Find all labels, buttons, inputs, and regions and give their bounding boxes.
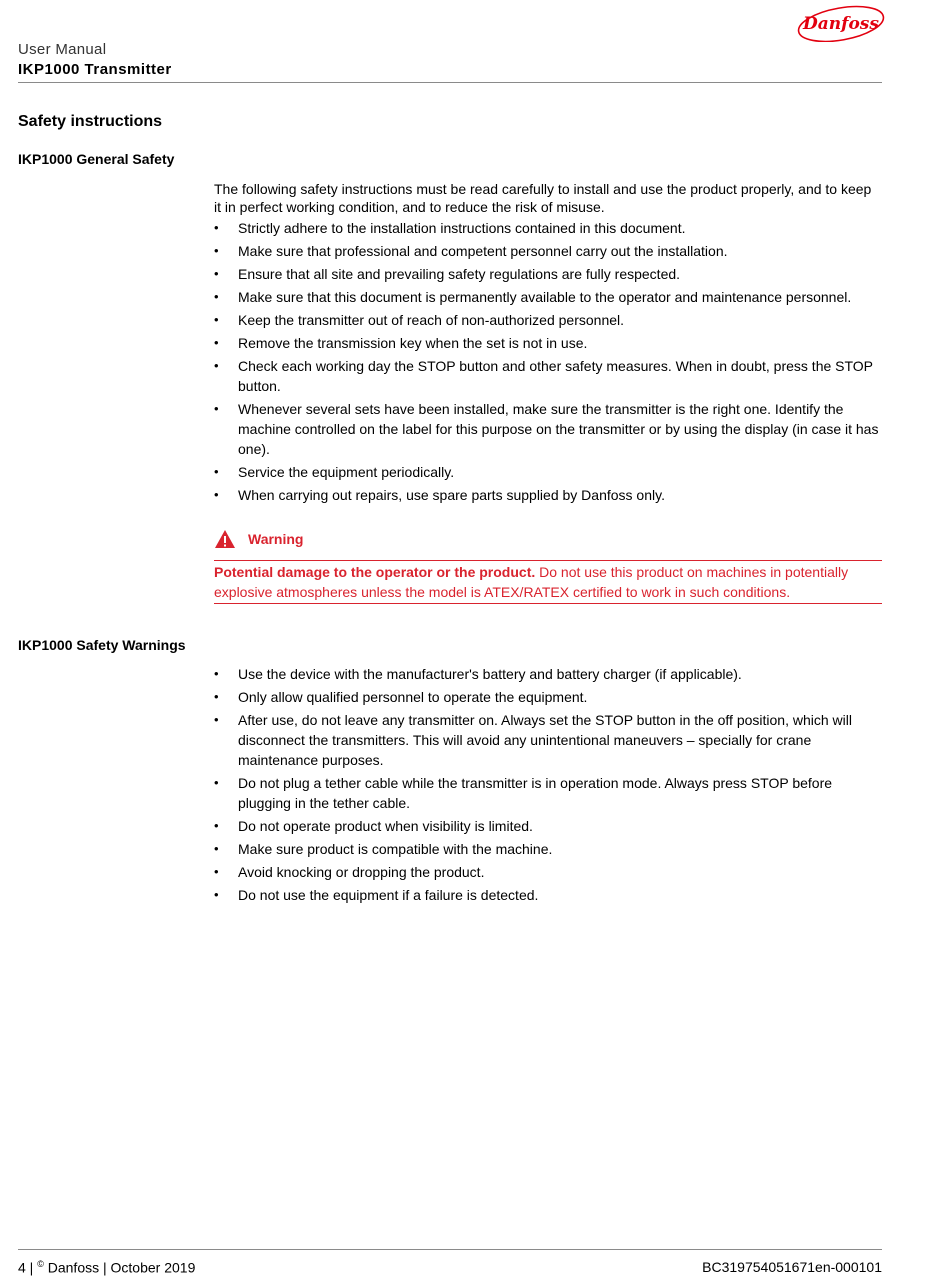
list-item: • When carrying out repairs, use spare parts supplied by Danfoss only. (214, 485, 882, 505)
list-item: • Whenever several sets have been installed, make sure the transmitter is the right one. Identify the machine controlled on the label for this purpose on the transmitter or by using the display (in case it has one). (214, 399, 882, 459)
warning-text (214, 562, 882, 602)
footer-left (18, 1259, 195, 1276)
list-item: • Ensure that all site and prevailing safety regulations are fully respected. (214, 264, 882, 284)
doc-type: User Manual (18, 41, 107, 58)
list-item: • Make sure that this document is permanently available to the operator and maintenance personnel. (214, 287, 882, 307)
footer-company-date: Danfoss | October 2019 (43, 1259, 196, 1276)
general-safety-heading: IKP1000 General Safety (18, 151, 175, 167)
logo-text: Danfoss (803, 14, 879, 34)
product-title: IKP1000 Transmitter (18, 61, 172, 78)
warning-label: Warning (248, 531, 304, 547)
list-item: • Do not plug a tether cable while the transmitter is in operation mode. Always press STOP before plugging in the tether cable. (214, 773, 882, 813)
warning-body: Do not use this product on machines in potentially explosive atmospheres unless the model is ATEX/RATEX certified to work in such conditions. (214, 564, 849, 600)
footer-sep: | (25, 1259, 38, 1276)
list-item: • Remove the transmission key when the set is not in use. (214, 333, 882, 353)
safety-warnings-heading: IKP1000 Safety Warnings (18, 637, 186, 653)
list-item: • Use the device with the manufacturer's battery and battery charger (if applicable). (214, 664, 882, 684)
list-item: • Do not operate product when visibility is limited. (214, 816, 882, 836)
list-item: • Keep the transmitter out of reach of non-authorized personnel. (214, 310, 882, 330)
section-title: Safety instructions (18, 113, 163, 130)
list-item: • Check each working day the STOP button and other safety measures. When in doubt, press the STOP button. (214, 356, 882, 396)
safety-warnings-list (214, 664, 882, 908)
list-item: • Make sure product is compatible with the machine. (214, 839, 882, 859)
list-item: • Do not use the equipment if a failure is detected. (214, 885, 882, 905)
warning-bottom-rule (214, 603, 882, 604)
general-safety-list (214, 218, 882, 508)
list-item: • After use, do not leave any transmitter on. Always set the STOP button in the off position, which will disconnect the transmitters. This will avoid any unintentional maneuvers – specially for crane maintenance purposes. (214, 710, 882, 770)
warning-header (214, 528, 303, 550)
document-code: BC319754051671en-000101 (702, 1259, 882, 1275)
copyright-mark: © (37, 1259, 44, 1269)
page-number: 4 (18, 1259, 26, 1276)
list-item: • Strictly adhere to the installation instructions contained in this document. (214, 218, 882, 238)
danfoss-logo (796, 4, 886, 42)
general-intro: The following safety instructions must be read carefully to install and use the product properly, and to keep it in perfect working condition, and to reduce the risk of misuse. (214, 181, 872, 215)
list-item: • Only allow qualified personnel to operate the equipment. (214, 687, 882, 707)
header-divider (18, 82, 882, 83)
footer-divider (18, 1249, 882, 1250)
warning-bold: Potential damage to the operator or the product. (214, 564, 536, 580)
list-item: • Avoid knocking or dropping the product. (214, 862, 882, 882)
warning-triangle-icon (214, 529, 236, 549)
warning-top-rule (214, 560, 882, 561)
list-item: • Service the equipment periodically. (214, 462, 882, 482)
list-item: • Make sure that professional and competent personnel carry out the installation. (214, 241, 882, 261)
